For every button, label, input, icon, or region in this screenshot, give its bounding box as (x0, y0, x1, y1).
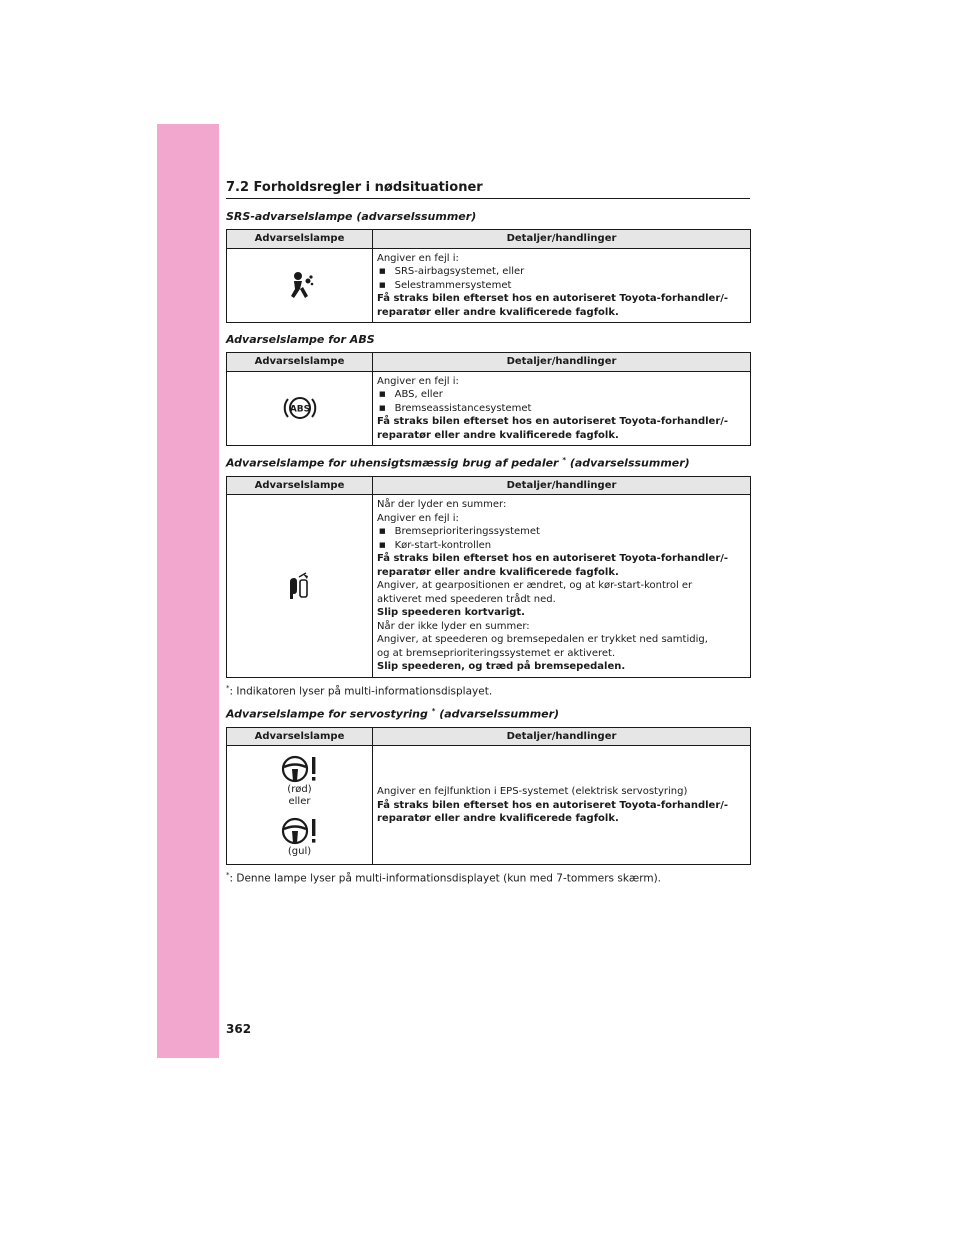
label-red: (rød) (287, 784, 312, 796)
block-title-suffix: (advarselssummer) (435, 707, 560, 721)
bullet-item: ■ Selestrammersystemet (377, 279, 746, 293)
block-title-text: Advarselslampe for servostyring (226, 707, 428, 721)
footnote-text: : Denne lampe lyser på multi-informationsdisplayet (kun med 7-tommers skærm). (229, 872, 662, 885)
lamp-cell (227, 495, 373, 678)
page-content (226, 210, 751, 895)
lamp-cell (227, 371, 373, 446)
steering-warning-icon (231, 816, 368, 846)
bullet-item: ■ ABS, eller (377, 388, 746, 402)
asterisk: * (226, 683, 230, 692)
block-title-suffix: (advarselssummer) (566, 456, 690, 470)
side-tab (157, 124, 219, 1058)
block-title-abs: Advarselslampe for ABS (226, 333, 375, 346)
detail-line: reparatør eller andre kvalificerede fagfolk. (377, 306, 619, 318)
col-header-lamp: Advarselslampe (227, 353, 373, 372)
table-header-row (227, 230, 751, 249)
detail-line: reparatør eller andre kvalificerede fagfolk. (377, 566, 619, 578)
col-header-details: Detaljer/handlinger (373, 476, 751, 495)
asterisk: * (431, 707, 436, 716)
detail-line: Angiver, at gearpositionen er ændret, og at kør-start-kontrol er (377, 580, 693, 592)
block-title-text: Advarselslampe for uhensigtsmæssig brug af pedaler (226, 456, 559, 470)
footnote-text: : Indikatoren lyser på multi-informationsdisplayet. (229, 685, 493, 698)
details-cell (373, 495, 751, 678)
col-header-lamp: Advarselslampe (227, 476, 373, 495)
detail-line: og at bremseprioriteringssystemet er aktiveret. (377, 647, 616, 659)
table-srs (226, 229, 751, 323)
bullet-item: ■ SRS-airbagsystemet, eller (377, 265, 746, 279)
table-header-row (227, 727, 751, 746)
section-heading: 7.2 Forholdsregler i nødsituationer (226, 180, 750, 199)
details-lines (377, 252, 746, 320)
details-cell (373, 248, 751, 323)
detail-line: Angiver en fejl i: (377, 252, 459, 264)
svg-text:ABS: ABS (289, 404, 310, 415)
detail-line: Når der lyder en summer: (377, 499, 507, 511)
footnote-pedal (226, 684, 751, 698)
detail-line: Få straks bilen efterset hos en autoriseret Toyota-forhandler/- (377, 416, 729, 427)
table-row (227, 746, 751, 865)
col-header-details: Detaljer/handlinger (373, 230, 751, 249)
abs-icon (231, 393, 368, 423)
lamp-cell (227, 248, 373, 323)
bullet-item: ■ Bremseprioriteringssystemet (377, 525, 746, 539)
steering-warning-icon (231, 754, 368, 784)
detail-line: Angiver en fejl i: (377, 375, 459, 387)
detail-line: Slip speederen, og træd på bremsepedalen. (377, 661, 626, 673)
col-header-details: Detaljer/handlinger (373, 727, 751, 746)
lamp-cell (227, 746, 373, 865)
footnote-steering (226, 871, 751, 885)
details-cell (373, 371, 751, 446)
detail-line: Få straks bilen efterset hos en autoriseret Toyota-forhandler/- (377, 293, 729, 304)
detail-line: Angiver en fejl i: (377, 512, 459, 524)
block-title-pedal (226, 456, 751, 470)
label-yellow: (gul) (287, 846, 312, 858)
table-row (227, 371, 751, 446)
bullet-item: ■ Kør-start-kontrollen (377, 539, 746, 553)
table-pedal (226, 476, 751, 678)
airbag-person-icon (231, 271, 368, 299)
detail-line: reparatør eller andre kvalificerede fagfolk. (377, 429, 619, 441)
detail-line: Få straks bilen efterset hos en autoriseret Toyota-forhandler/- (377, 553, 729, 565)
detail-line: reparatør eller andre kvalificerede fagfolk. (377, 813, 619, 825)
table-row (227, 248, 751, 323)
table-abs (226, 352, 751, 446)
detail-line: Angiver en fejlfunktion i EPS-systemet (elektrisk servostyring) (377, 786, 688, 798)
table-header-row (227, 353, 751, 372)
detail-line: Når der ikke lyder en summer: (377, 620, 530, 632)
detail-line: aktiveret med speederen trådt ned. (377, 593, 556, 605)
detail-line: Angiver, at speederen og bremsepedalen er trykket ned samtidig, (377, 634, 708, 646)
details-cell (373, 746, 751, 865)
page-number: 362 (226, 1022, 252, 1036)
block-title-srs: SRS-advarselslampe (advarselssummer) (226, 210, 477, 223)
table-header-row (227, 476, 751, 495)
col-header-details: Detaljer/handlinger (373, 353, 751, 372)
asterisk: * (562, 456, 566, 464)
details-lines (377, 498, 746, 674)
bullet-item: ■ Bremseassistancesystemet (377, 402, 746, 416)
label-or: eller (288, 796, 311, 808)
col-header-lamp: Advarselslampe (227, 230, 373, 249)
details-lines (377, 375, 746, 443)
col-header-lamp: Advarselslampe (227, 727, 373, 746)
pedal-misuse-icon (231, 572, 368, 600)
detail-line: Få straks bilen efterset hos en autoriseret Toyota-forhandler/- (377, 799, 729, 811)
detail-line: Slip speederen kortvarigt. (377, 607, 525, 619)
asterisk: * (226, 871, 230, 880)
table-row (227, 495, 751, 678)
details-lines (377, 785, 746, 826)
block-title-steering (226, 707, 751, 721)
table-steering (226, 727, 751, 866)
